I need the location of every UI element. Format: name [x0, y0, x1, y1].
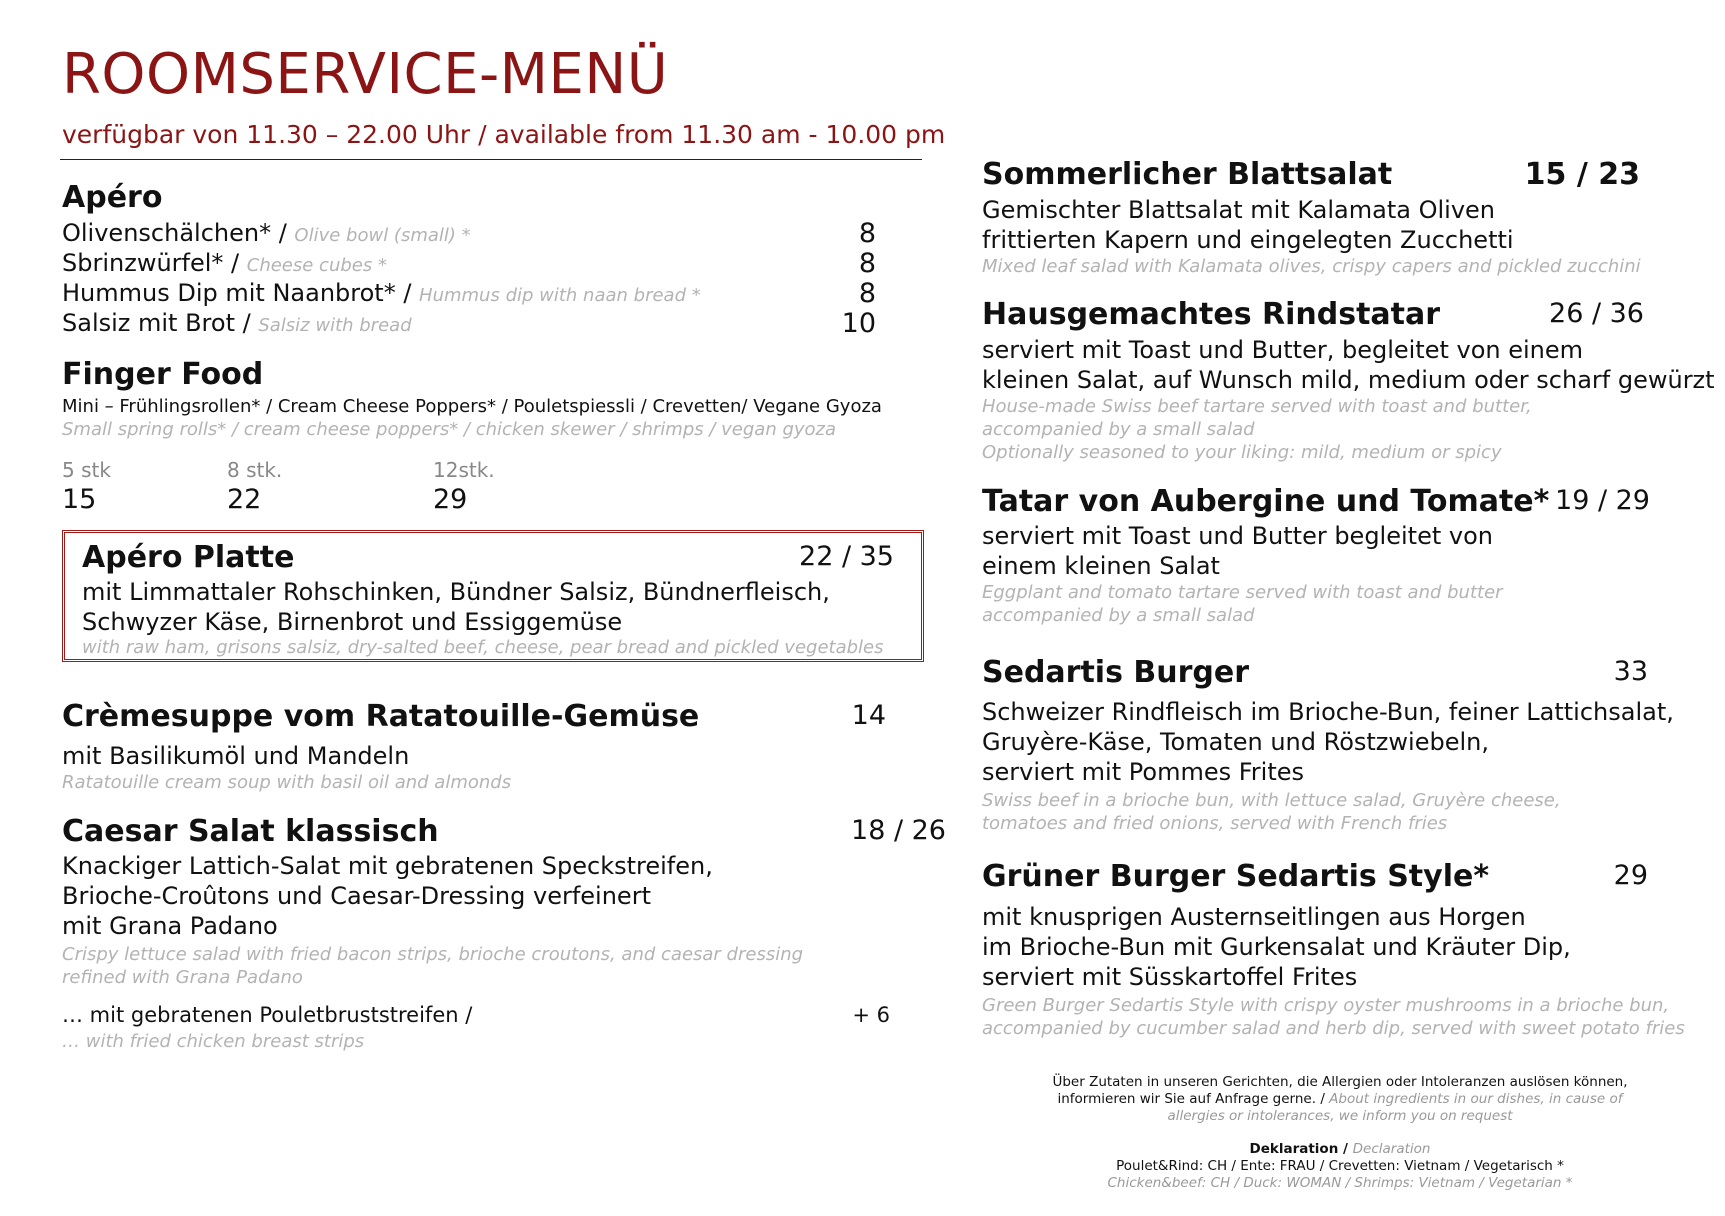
- burger-description-en: Swiss beef in a brioche bun, with lettuce salad, Gruyère cheese,: [982, 790, 1561, 811]
- aubergine-price: 19 / 29: [1555, 485, 1650, 516]
- soup-description-en: Ratatouille cream soup with basil oil and almonds: [62, 772, 512, 793]
- burger-description: Schweizer Rindfleisch im Brioche-Bun, feiner Lattichsalat,: [982, 698, 1674, 726]
- green-burger-description-en: accompanied by cucumber salad and herb dip, served with sweet potato fries: [982, 1018, 1685, 1039]
- green-burger-price: 29: [1613, 860, 1648, 891]
- blattsalat-description: Gemischter Blattsalat mit Kalamata Oliven: [982, 196, 1495, 224]
- header-divider: [60, 159, 922, 160]
- apero-platte-price: 22 / 35: [799, 541, 894, 572]
- apero-platte-heading: Apéro Platte: [82, 540, 295, 575]
- caesar-description: mit Grana Padano: [62, 912, 278, 940]
- rindstatar-description-en: accompanied by a small salad: [982, 419, 1255, 440]
- rindstatar-price: 26 / 36: [1549, 298, 1644, 329]
- aubergine-description-en: Eggplant and tomato tartare served with toast and butter: [982, 582, 1503, 603]
- declaration-en: Chicken&beef: CH / Duck: WOMAN / Shrimps: Vietnam / Vegetarian *: [1107, 1175, 1573, 1191]
- soup-heading: Crèmesuppe vom Ratatouille-Gemüse: [62, 699, 700, 734]
- rindstatar-heading: Hausgemachtes Rindstatar: [982, 297, 1441, 332]
- rindstatar-description-en: House-made Swiss beef tartare served with toast and butter,: [982, 396, 1532, 417]
- apero-item-en: Olive bowl (small) *: [294, 225, 471, 246]
- caesar-description-en: Crispy lettuce salad with fried bacon strips, brioche croutons, and caesar dressing: [62, 944, 804, 965]
- apero-item-de: Salsiz mit Brot /: [62, 309, 259, 337]
- soup-description: mit Basilikumöl und Mandeln: [62, 742, 410, 770]
- allergy-note-de: informieren wir Sie auf Anfrage gerne. /: [1057, 1091, 1330, 1107]
- apero-heading: Apéro: [62, 180, 163, 215]
- caesar-price: 18 / 26: [851, 815, 946, 846]
- rindstatar-description: kleinen Salat, auf Wunsch mild, medium oder scharf gewürzt: [982, 366, 1715, 394]
- declaration-label: Deklaration /: [1249, 1141, 1353, 1157]
- apero-item-en: Hummus dip with naan bread *: [419, 285, 701, 306]
- page-title: ROOMSERVICE-MENÜ: [62, 42, 669, 107]
- aubergine-description: einem kleinen Salat: [982, 552, 1220, 580]
- finger-food-description-en: Small spring rolls* / cream cheese poppers* / chicken skewer / shrimps / vegan gyoza: [62, 419, 837, 440]
- availability-subtitle: verfügbar von 11.30 – 22.00 Uhr / available from 11.30 am - 10.00 pm: [62, 120, 946, 149]
- allergy-note-en: allergies or intolerances, we inform you on request: [1167, 1108, 1513, 1124]
- apero-item-en: Cheese cubes *: [246, 255, 387, 276]
- allergy-note: [980, 1091, 1700, 1107]
- rindstatar-description: serviert mit Toast und Butter, begleitet von einem: [982, 336, 1584, 364]
- green-burger-description: im Brioche-Bun mit Gurkensalat und Kräuter Dip,: [982, 933, 1571, 961]
- apero-item-de: Sbrinzwürfel* /: [62, 249, 247, 277]
- apero-item-price: 8: [858, 248, 876, 279]
- caesar-heading: Caesar Salat klassisch: [62, 814, 439, 849]
- aubergine-heading: Tatar von Aubergine und Tomate*: [982, 484, 1550, 519]
- aubergine-description: serviert mit Toast und Butter begleitet von: [982, 522, 1493, 550]
- caesar-description: Brioche-Croûtons und Caesar-Dressing verfeinert: [62, 882, 651, 910]
- blattsalat-heading: Sommerlicher Blattsalat: [982, 157, 1393, 192]
- burger-description: Gruyère-Käse, Tomaten und Röstzwiebeln,: [982, 728, 1489, 756]
- apero-platte-description: Schwyzer Käse, Birnenbrot und Essiggemüse: [82, 608, 623, 636]
- apero-item-price: 8: [858, 218, 876, 249]
- burger-description-en: tomatoes and fried onions, served with French fries: [982, 813, 1448, 834]
- blattsalat-description-en: Mixed leaf salad with Kalamata olives, crispy capers and pickled zucchini: [982, 256, 1641, 277]
- soup-price: 14: [851, 700, 886, 731]
- allergy-note-en: About ingredients in our dishes, in cause of: [1329, 1091, 1623, 1107]
- burger-description: serviert mit Pommes Frites: [982, 758, 1304, 786]
- caesar-description: Knackiger Lattich-Salat mit gebratenen Speckstreifen,: [62, 852, 713, 880]
- size-price: 15: [62, 484, 97, 515]
- apero-item: [62, 279, 701, 307]
- size-label: 8 stk.: [227, 458, 283, 482]
- green-burger-description: serviert mit Süsskartoffel Frites: [982, 963, 1358, 991]
- apero-item: [62, 219, 471, 247]
- declaration-de: Poulet&Rind: CH / Ente: FRAU / Crevetten: Vietnam / Vegetarisch *: [1116, 1158, 1564, 1174]
- size-price: 29: [433, 484, 468, 515]
- green-burger-description-en: Green Burger Sedartis Style with crispy oyster mushrooms in a brioche bun,: [982, 995, 1670, 1016]
- caesar-addon-price: + 6: [852, 1003, 890, 1027]
- apero-item-en: Salsiz with bread: [258, 315, 412, 336]
- caesar-addon: … mit gebratenen Pouletbruststreifen /: [62, 1003, 473, 1027]
- size-label: 5 stk: [62, 458, 111, 482]
- apero-platte-description: mit Limmattaler Rohschinken, Bündner Salsiz, Bündnerfleisch,: [82, 578, 830, 606]
- blattsalat-price: 15 / 23: [1524, 157, 1640, 192]
- rindstatar-description-en: Optionally seasoned to your liking: mild, medium or spicy: [982, 442, 1502, 463]
- apero-item: [62, 309, 412, 337]
- apero-platte-description-en: with raw ham, grisons salsiz, dry-salted beef, cheese, pear bread and pickled vegetables: [82, 637, 884, 658]
- burger-heading: Sedartis Burger: [982, 655, 1250, 690]
- apero-item-de: Hummus Dip mit Naanbrot* /: [62, 279, 420, 307]
- apero-item-price: 10: [841, 308, 876, 339]
- caesar-description-en: refined with Grana Padano: [62, 967, 303, 988]
- caesar-addon-en: … with fried chicken breast strips: [62, 1031, 365, 1052]
- apero-item-price: 8: [858, 278, 876, 309]
- finger-food-heading: Finger Food: [62, 357, 264, 392]
- apero-item: [62, 249, 387, 277]
- finger-food-description: Mini – Frühlingsrollen* / Cream Cheese Poppers* / Pouletspiessli / Crevetten/ Vegane Gyoza: [62, 396, 882, 417]
- blattsalat-description: frittierten Kapern und eingelegten Zucchetti: [982, 226, 1514, 254]
- size-price: 22: [227, 484, 262, 515]
- apero-item-de: Olivenschälchen* /: [62, 219, 295, 247]
- declaration-title: [980, 1141, 1700, 1157]
- declaration-label-en: Declaration: [1352, 1141, 1431, 1157]
- size-label: 12stk.: [433, 458, 495, 482]
- green-burger-heading: Grüner Burger Sedartis Style*: [982, 859, 1490, 894]
- green-burger-description: mit knusprigen Austernseitlingen aus Horgen: [982, 903, 1526, 931]
- allergy-note: Über Zutaten in unseren Gerichten, die Allergien oder Intoleranzen auslösen können,: [1052, 1074, 1628, 1090]
- burger-price: 33: [1613, 656, 1648, 687]
- aubergine-description-en: accompanied by a small salad: [982, 605, 1255, 626]
